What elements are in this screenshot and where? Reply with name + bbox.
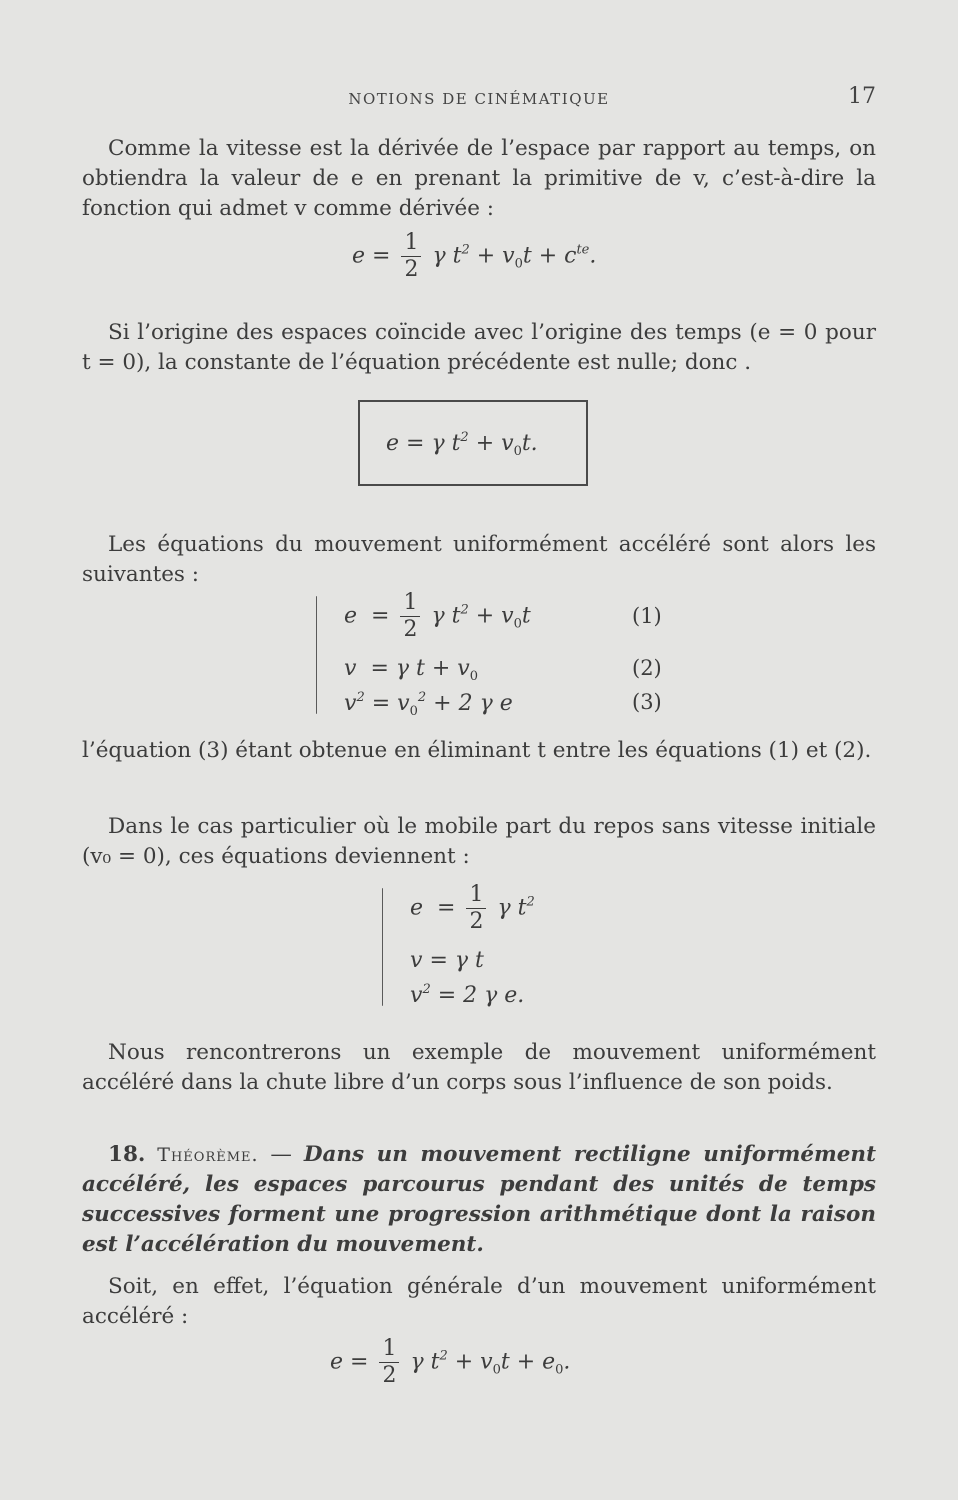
theorem-statement: Dans un mouvement rectiligne uniformément accéléré, les espaces parcourus pendant des unités de temps successives forment une progression arithmétique dont la raison est l’accélération du mouvement. [82,1142,876,1257]
equation-row-3: $v^2 = 2$ γ e. [410,982,525,1008]
paragraph-equations-intro: Les équations du mouvement uniformément accéléré sont alors les suivantes : [82,532,876,587]
left-brace [316,596,317,714]
equation-row-1: e = $\frac{1}{2}$ γ $t^2$ [410,882,535,934]
paragraph-origin: Si l’origine des espaces coïncide avec l’origine des temps (e = 0 pour t = 0), la constante de l’équation précédente est nulle; donc . [82,320,876,375]
equation-label-2: (2) [632,656,662,680]
equation-primitive: e = $\frac{1}{2}$ γ $t^2 + v_0t + c^{te}$. [352,230,597,282]
running-title: NOTIONS DE CINÉMATIQUE [348,90,610,108]
left-brace [382,888,383,1006]
page-header [0,84,958,114]
theorem-18 [82,1140,876,1260]
equation-general: e = $\frac{1}{2}$ γ $t^2 + v_0t + e_0$. [330,1336,571,1388]
eq-lhs: e = [352,243,391,269]
equation-row-2: v = γ $t + v_0$ [344,656,478,684]
boxed-equation [358,400,588,486]
equation-row-1: e = $\frac{1}{2}$ γ $t^2 + v_0t$ [344,590,531,642]
page-number: 17 [848,84,876,109]
theorem-dash: — [258,1142,304,1167]
equation-space: e = γ $t^2 + v_0t$. [386,430,538,459]
paragraph-elimination: l’équation (3) étant obtenue en éliminant t entre les équations (1) et (2). [82,738,872,763]
paragraph-general-equation: Soit, en effet, l’équation générale d’un mouvement uniformément accéléré : [82,1274,876,1329]
equation-row-3: $v^2 = v_0^2 + 2$ γ e [344,690,513,719]
paragraph-rest-case: Dans le cas particulier où le mobile part du repos sans vitesse initiale (v₀ = 0), ces équations deviennent : [82,814,876,869]
theorem-label: Théorème. [157,1144,259,1166]
fraction: $\frac{1}{2}$ [401,230,421,283]
equation-row-2: v = γ t [410,948,484,973]
theorem-number: 18. [108,1142,146,1167]
equation-label-1: (1) [632,604,662,628]
equation-label-3: (3) [632,690,662,714]
paragraph-derivative: Comme la vitesse est la dérivée de l’espace par rapport au temps, on obtiendra la valeur de e en prenant la primitive de v, c’est-à-dire la fonction qui admet v comme dérivée : [82,136,876,221]
paragraph-free-fall: Nous rencontrerons un exemple de mouvement uniformément accéléré dans la chute libre d’un corps sous l’influence de son poids. [82,1040,876,1095]
